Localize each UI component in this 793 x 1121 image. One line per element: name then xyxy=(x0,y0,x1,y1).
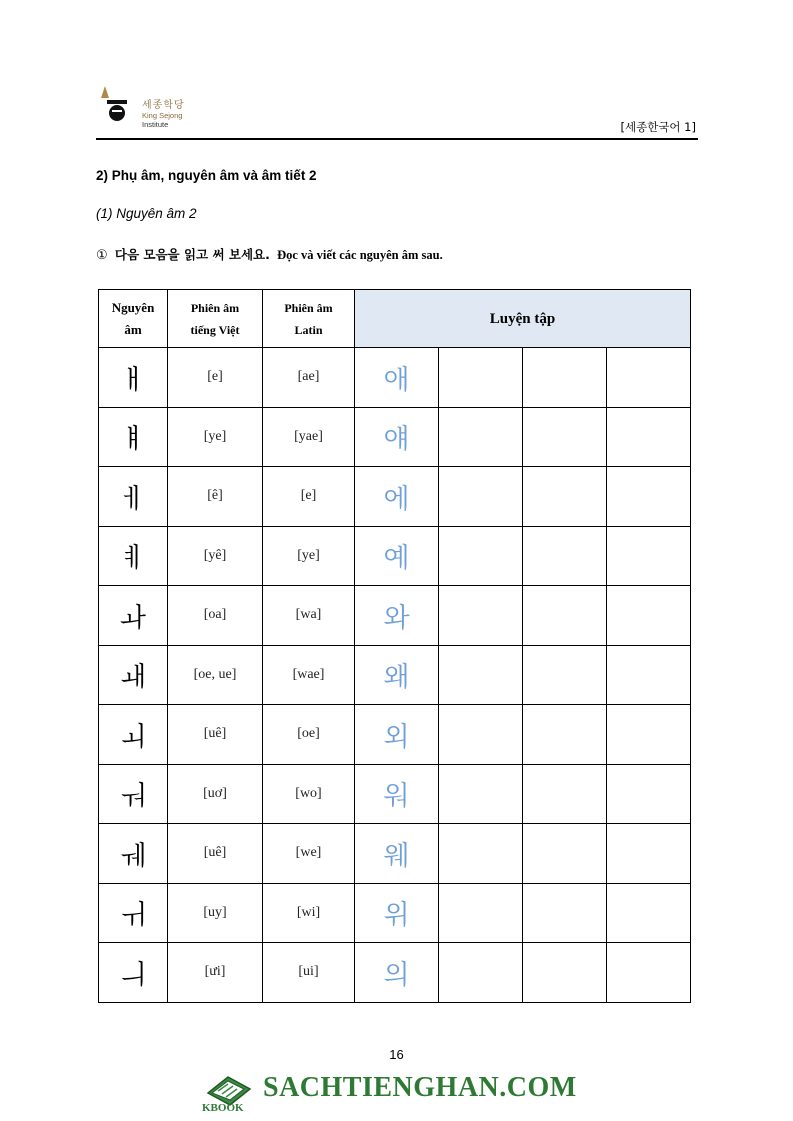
header-vowel: Nguyên âm xyxy=(99,290,168,348)
table-row xyxy=(99,943,691,1003)
practice-blank-cell[interactable] xyxy=(607,943,691,1003)
table-row xyxy=(99,586,691,646)
instruction-korean: 다음 모음을 읽고 써 보세요. xyxy=(114,247,270,262)
vowel-cell: ㅝ xyxy=(99,764,168,824)
vietnamese-transcription-cell: [uy] xyxy=(168,883,263,943)
vowel-cell: ㅖ xyxy=(99,526,168,586)
vietnamese-transcription-cell: [uê] xyxy=(168,824,263,884)
sample-syllable-cell: 예 xyxy=(355,526,439,586)
practice-blank-cell[interactable] xyxy=(523,467,607,527)
sample-syllable-cell: 웨 xyxy=(355,824,439,884)
vowel-cell: ㅟ xyxy=(99,883,168,943)
latin-transcription-cell: [wo] xyxy=(263,764,355,824)
latin-transcription-cell: [e] xyxy=(263,467,355,527)
table-row xyxy=(99,526,691,586)
vietnamese-transcription-cell: [ưi] xyxy=(168,943,263,1003)
sub-title: (1) Nguyên âm 2 xyxy=(96,206,197,221)
vietnamese-transcription-cell: [oe, ue] xyxy=(168,645,263,705)
sample-syllable-cell: 애 xyxy=(355,348,439,408)
header-practice: Luyện tập xyxy=(355,290,691,348)
practice-blank-cell[interactable] xyxy=(607,764,691,824)
practice-blank-cell[interactable] xyxy=(523,883,607,943)
table-row xyxy=(99,705,691,765)
sample-syllable-cell: 얘 xyxy=(355,407,439,467)
practice-blank-cell[interactable] xyxy=(439,586,523,646)
latin-transcription-cell: [wae] xyxy=(263,645,355,705)
footer-brand[interactable]: SACHTIENGHAN.COM xyxy=(263,1072,577,1103)
practice-blank-cell[interactable] xyxy=(439,883,523,943)
practice-blank-cell[interactable] xyxy=(607,883,691,943)
vietnamese-transcription-cell: [uê] xyxy=(168,705,263,765)
practice-blank-cell[interactable] xyxy=(523,705,607,765)
logo-english-line2: Institute xyxy=(142,120,169,129)
vowel-cell: ㅒ xyxy=(99,407,168,467)
practice-blank-cell[interactable] xyxy=(607,645,691,705)
vietnamese-transcription-cell: [oa] xyxy=(168,586,263,646)
practice-blank-cell[interactable] xyxy=(439,348,523,408)
vowel-practice-table xyxy=(98,289,691,1003)
practice-blank-cell[interactable] xyxy=(607,348,691,408)
vietnamese-transcription-cell: [yê] xyxy=(168,526,263,586)
vowel-cell: ㅙ xyxy=(99,645,168,705)
practice-blank-cell[interactable] xyxy=(523,348,607,408)
vowel-cell: ㅔ xyxy=(99,467,168,527)
header-vietnamese-transcription: Phiên âm tiếng Việt xyxy=(168,290,263,348)
vowel-cell: ㅚ xyxy=(99,705,168,765)
latin-transcription-cell: [oe] xyxy=(263,705,355,765)
practice-blank-cell[interactable] xyxy=(523,526,607,586)
practice-blank-cell[interactable] xyxy=(439,764,523,824)
practice-blank-cell[interactable] xyxy=(439,943,523,1003)
vowel-cell: ㅘ xyxy=(99,586,168,646)
vietnamese-transcription-cell: [ye] xyxy=(168,407,263,467)
logo-korean-text: 세종학당 xyxy=(142,100,185,111)
sample-syllable-cell: 와 xyxy=(355,586,439,646)
practice-blank-cell[interactable] xyxy=(607,586,691,646)
exercise-instruction xyxy=(96,245,443,263)
practice-blank-cell[interactable] xyxy=(523,407,607,467)
exercise-number: ① xyxy=(96,247,108,262)
sample-syllable-cell: 에 xyxy=(355,467,439,527)
king-sejong-logo xyxy=(100,82,210,132)
latin-transcription-cell: [ae] xyxy=(263,348,355,408)
vowel-cell: ㅞ xyxy=(99,824,168,884)
logo-english-line1: King Sejong xyxy=(142,111,183,120)
vietnamese-transcription-cell: [uơ] xyxy=(168,764,263,824)
table-row xyxy=(99,467,691,527)
practice-blank-cell[interactable] xyxy=(439,645,523,705)
practice-blank-cell[interactable] xyxy=(523,586,607,646)
table-row xyxy=(99,824,691,884)
table-row xyxy=(99,883,691,943)
page-header xyxy=(96,76,698,140)
sample-syllable-cell: 의 xyxy=(355,943,439,1003)
practice-blank-cell[interactable] xyxy=(607,467,691,527)
vowel-cell: ㅢ xyxy=(99,943,168,1003)
latin-transcription-cell: [wa] xyxy=(263,586,355,646)
practice-blank-cell[interactable] xyxy=(607,526,691,586)
table-row xyxy=(99,407,691,467)
practice-blank-cell[interactable] xyxy=(439,824,523,884)
sample-syllable-cell: 외 xyxy=(355,705,439,765)
sample-syllable-cell: 왜 xyxy=(355,645,439,705)
vietnamese-transcription-cell: [ê] xyxy=(168,467,263,527)
latin-transcription-cell: [we] xyxy=(263,824,355,884)
latin-transcription-cell: [ye] xyxy=(263,526,355,586)
latin-transcription-cell: [wi] xyxy=(263,883,355,943)
latin-transcription-cell: [yae] xyxy=(263,407,355,467)
sample-syllable-cell: 워 xyxy=(355,764,439,824)
sample-syllable-cell: 위 xyxy=(355,883,439,943)
vowel-cell: ㅐ xyxy=(99,348,168,408)
practice-blank-cell[interactable] xyxy=(523,824,607,884)
practice-blank-cell[interactable] xyxy=(607,407,691,467)
practice-blank-cell[interactable] xyxy=(607,705,691,765)
table-row xyxy=(99,764,691,824)
header-latin-transcription: Phiên âm Latin xyxy=(263,290,355,348)
sejong-emblem-icon xyxy=(100,84,130,124)
practice-blank-cell[interactable] xyxy=(439,467,523,527)
section-title: 2) Phụ âm, nguyên âm và âm tiết 2 xyxy=(96,168,317,183)
practice-blank-cell[interactable] xyxy=(439,705,523,765)
practice-blank-cell[interactable] xyxy=(607,824,691,884)
table-row xyxy=(99,348,691,408)
practice-blank-cell[interactable] xyxy=(523,943,607,1003)
practice-blank-cell[interactable] xyxy=(439,526,523,586)
kbook-label: KBOOK xyxy=(202,1102,244,1114)
latin-transcription-cell: [ui] xyxy=(263,943,355,1003)
book-title: [세종한국어 1] xyxy=(620,120,696,134)
table-row xyxy=(99,645,691,705)
practice-blank-cell[interactable] xyxy=(439,407,523,467)
page-number: 16 xyxy=(389,1047,404,1062)
instruction-vietnamese: Đọc và viết các nguyên âm sau. xyxy=(277,248,443,262)
practice-blank-cell[interactable] xyxy=(523,645,607,705)
vietnamese-transcription-cell: [e] xyxy=(168,348,263,408)
practice-blank-cell[interactable] xyxy=(523,764,607,824)
